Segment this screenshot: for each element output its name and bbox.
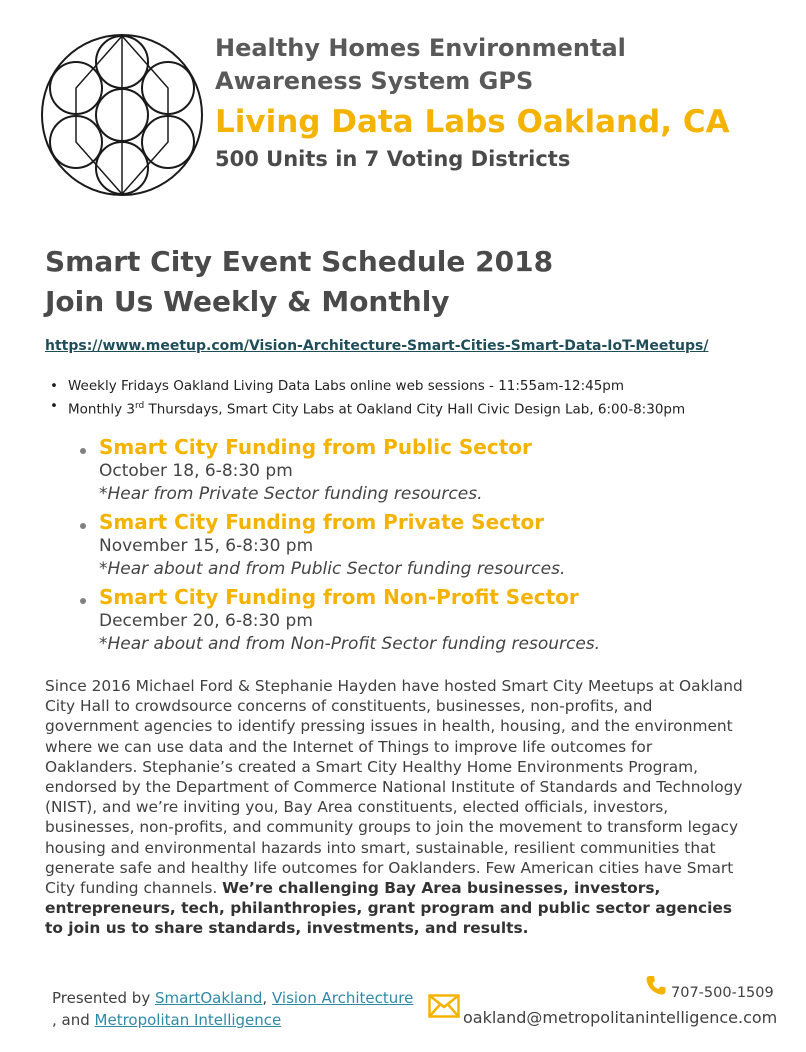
event-item	[80, 435, 600, 506]
link-vision-architecture[interactable]: Vision Architecture	[271, 989, 414, 1007]
link-smartoakland[interactable]: SmartOakland	[154, 989, 263, 1007]
event-note: *Hear from Private Sector funding resources.	[99, 484, 483, 504]
event-date: October 18, 6-8:30 pm	[99, 461, 293, 481]
email-address[interactable]: oakland@metropolitanintelligence.com	[463, 1008, 778, 1027]
list-item-monthly	[45, 396, 685, 420]
body-paragraph	[45, 676, 745, 939]
separator: ,	[262, 989, 272, 1007]
events-list	[80, 435, 600, 660]
event-note: *Hear about and from Non-Profit Sector funding resources.	[99, 634, 601, 654]
phone-number: 707-500-1509	[671, 985, 774, 1001]
schedule-heading: Smart City Event Schedule 2018	[45, 245, 554, 278]
list-item-weekly: • Weekly Fridays Oakland Living Data Labs online web sessions - 11:55am-12:45pm	[45, 376, 685, 396]
recurring-list	[45, 376, 685, 420]
event-date: December 20, 6-8:30 pm	[99, 611, 313, 631]
envelope-icon	[428, 994, 460, 1018]
presented-by-line-2	[52, 1009, 281, 1031]
event-item	[80, 585, 600, 656]
monthly-text-rest: Thursdays, Smart City Labs at Oakland City Hall Civic Design Lab, 6:00-8:30pm	[144, 401, 686, 418]
title-line-2: Awareness System GPS	[215, 67, 534, 95]
event-title: Smart City Funding from Non-Profit Sector	[99, 585, 579, 609]
logo-icon	[40, 30, 204, 200]
phone-icon	[646, 975, 666, 995]
presented-by-label: Presented by	[52, 989, 155, 1007]
title-line-1: Healthy Homes Environmental	[215, 34, 626, 62]
event-date: November 15, 6-8:30 pm	[99, 536, 314, 556]
event-title: Smart City Funding from Public Sector	[99, 435, 532, 459]
monthly-sup: rd	[134, 401, 145, 411]
monthly-text: Monthly 3	[68, 401, 135, 418]
event-item	[80, 510, 600, 581]
body-bold-text: We’re challenging Bay Area businesses, investors, entrepreneurs, tech, philanthropies, grant program and public sector agencies to join us to share standards, investments, and results.	[45, 879, 733, 938]
body-text: Since 2016 Michael Ford & Stephanie Hayden have hosted Smart City Meetups at Oakland City Hall to crowdsource concerns of constituents, businesses, non-profits, and government agencies to identify pressing issues in health, housing, and the environment where we can use data and the Internet of Things to improve life outcomes for Oaklanders. Stephanie’s created a Smart City Healthy Home Environments Program, endorsed by the Department of Commerce National Institute of Standards and Technology (NIST), and we’re inviting you, Bay Area constituents, elected officials, investors, businesses, non-profits, and community groups to join the movement to transform legacy housing and environmental hazards into smart, sustainable, resilient communities that generate safe and healthy life outcomes for Oaklanders. Few American cities have Smart City funding channels.	[45, 677, 743, 898]
subtitle: 500 Units in 7 Voting Districts	[215, 147, 571, 171]
schedule-subheading: Join Us Weekly & Monthly	[45, 285, 450, 318]
org-title: Living Data Labs Oakland, CA	[215, 104, 730, 140]
event-note: *Hear about and from Public Sector funding resources.	[99, 559, 566, 579]
meetup-link[interactable]: https://www.meetup.com/Vision-Architecture-Smart-Cities-Smart-Data-IoT-Meetups/	[45, 338, 709, 354]
presented-by	[52, 987, 413, 1009]
link-metropolitan-intelligence[interactable]: Metropolitan Intelligence	[94, 1011, 282, 1029]
event-title: Smart City Funding from Private Sector	[99, 510, 545, 534]
separator: , and	[52, 1011, 95, 1029]
